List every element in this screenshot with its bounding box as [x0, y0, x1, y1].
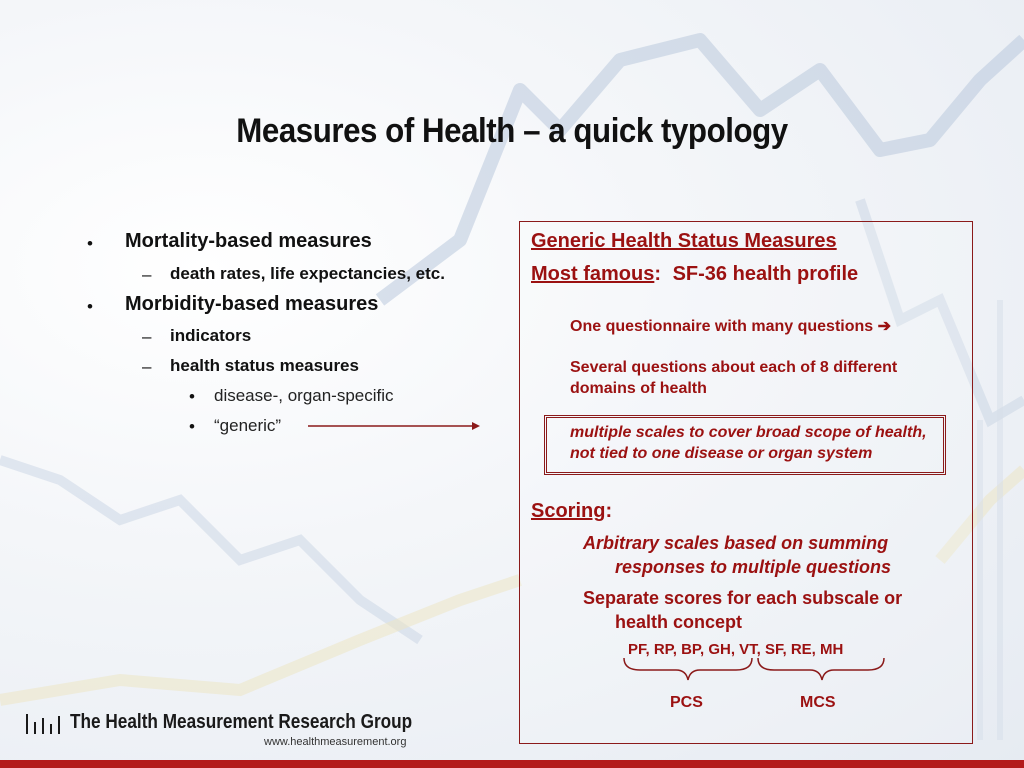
subscale-list: PF, RP, BP, GH, VT, SF, RE, MH: [628, 641, 844, 658]
point-domains-line1: Several questions about each of 8 different: [570, 359, 898, 376]
arrow-right-icon: ➔: [877, 318, 892, 335]
list-item-health-status: health status measures: [170, 356, 359, 375]
bullet-marker: •: [87, 297, 93, 316]
brace-decorations: [620, 656, 890, 688]
mcs-label: MCS: [800, 694, 836, 711]
arrow-to-box: [300, 418, 485, 434]
dash-marker: –: [142, 357, 152, 376]
point-questionnaire: [570, 316, 891, 336]
list-item-indicators: indicators: [170, 326, 252, 345]
bullet-marker: •: [87, 234, 93, 253]
multiple-scales-line1: multiple scales to cover broad scope of health,: [570, 424, 927, 441]
point-domains-line2: domains of health: [570, 380, 707, 397]
list-item-death-rates: death rates, life expectancies, etc.: [170, 264, 445, 283]
org-url[interactable]: www.healthmeasurement.org: [264, 736, 407, 748]
scoring-item1-line1: Arbitrary scales based on summing: [583, 533, 889, 553]
bullet-marker: •: [189, 387, 195, 406]
point-questionnaire-text: One questionnaire with many questions: [570, 318, 874, 335]
most-famous-value: SF-36 health profile: [672, 263, 859, 285]
pcs-brace: [624, 658, 752, 680]
scoring-line: [531, 500, 612, 523]
mcs-brace: [758, 658, 884, 680]
scoring-item1-line2: responses to multiple questions: [615, 557, 892, 577]
scoring-item2-line2: health concept: [615, 612, 743, 632]
multiple-scales-line2: not tied to one disease or organ system: [570, 445, 873, 462]
pcs-label: PCS: [670, 694, 703, 711]
scoring-item2-line1: Separate scores for each subscale or: [583, 588, 903, 608]
dash-marker: –: [142, 327, 152, 346]
most-famous-label: Most famous: [531, 263, 655, 285]
dash-marker: –: [142, 265, 152, 284]
org-name: The Health Measurement Research Group: [70, 711, 413, 733]
list-item-disease-specific: disease-, organ-specific: [214, 386, 394, 405]
list-item-mortality: Mortality-based measures: [125, 230, 372, 252]
most-famous-colon: :: [654, 263, 662, 285]
slide-title: Measures of Health – a quick typology: [236, 112, 788, 150]
most-famous-line: [531, 263, 858, 286]
list-item-generic: “generic”: [214, 416, 282, 435]
bullet-marker: •: [189, 417, 195, 436]
list-item-morbidity: Morbidity-based measures: [125, 293, 379, 315]
generic-measures-heading: Generic Health Status Measures: [531, 230, 837, 252]
scoring-label: Scoring: [531, 500, 606, 522]
logo-bars-icon: [24, 710, 66, 736]
footer-bar: [0, 760, 1024, 768]
scoring-colon: :: [605, 500, 613, 522]
